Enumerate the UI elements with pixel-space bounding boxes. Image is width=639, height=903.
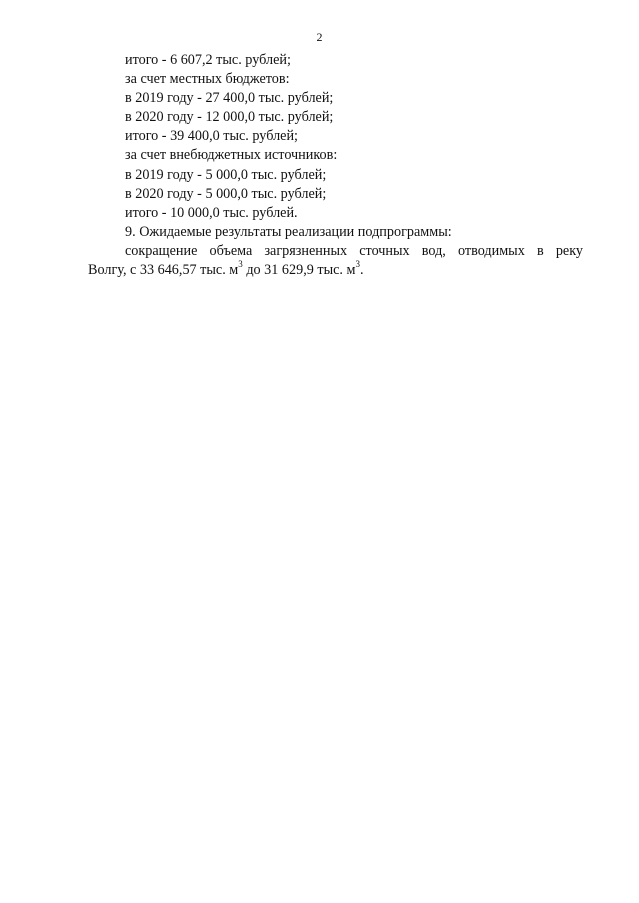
text-line-6: за счет внебюджетных источников: (125, 147, 338, 164)
document-body (88, 51, 583, 280)
superscript-cubic-2: 3 (355, 259, 360, 270)
superscript-cubic-1: 3 (238, 259, 243, 270)
text-line-2: за счет местных бюджетов: (125, 71, 290, 88)
page-number: 2 (316, 30, 323, 44)
text-line-4: в 2020 году - 12 000,0 тыс. рублей; (125, 109, 334, 126)
text-line-1: итого - 6 607,2 тыс. рублей; (125, 52, 291, 68)
text-line-7: в 2019 году - 5 000,0 тыс. рублей; (125, 166, 327, 183)
text-line-9: итого - 10 000,0 тыс. рублей. (125, 204, 298, 221)
text-line-8: в 2020 году - 5 000,0 тыс. рублей; (125, 185, 327, 202)
text-line-3: в 2019 году - 27 400,0 тыс. рублей; (125, 90, 334, 107)
text-line-11: сокращение объема загрязненных сточных вод, отводимых в реку (125, 242, 583, 259)
text-line-12-part-3: . (360, 262, 364, 279)
text-line-12-part-1: Волгу, с 33 646,57 тыс. м (88, 262, 239, 279)
text-line-12 (88, 261, 583, 280)
text-line-5: итого - 39 400,0 тыс. рублей; (125, 128, 298, 145)
section-heading-expected-results: 9. Ожидаемые результаты реализации подпрограммы: (125, 223, 452, 240)
text-line-12-part-2: до 31 629,9 тыс. м (242, 262, 356, 279)
